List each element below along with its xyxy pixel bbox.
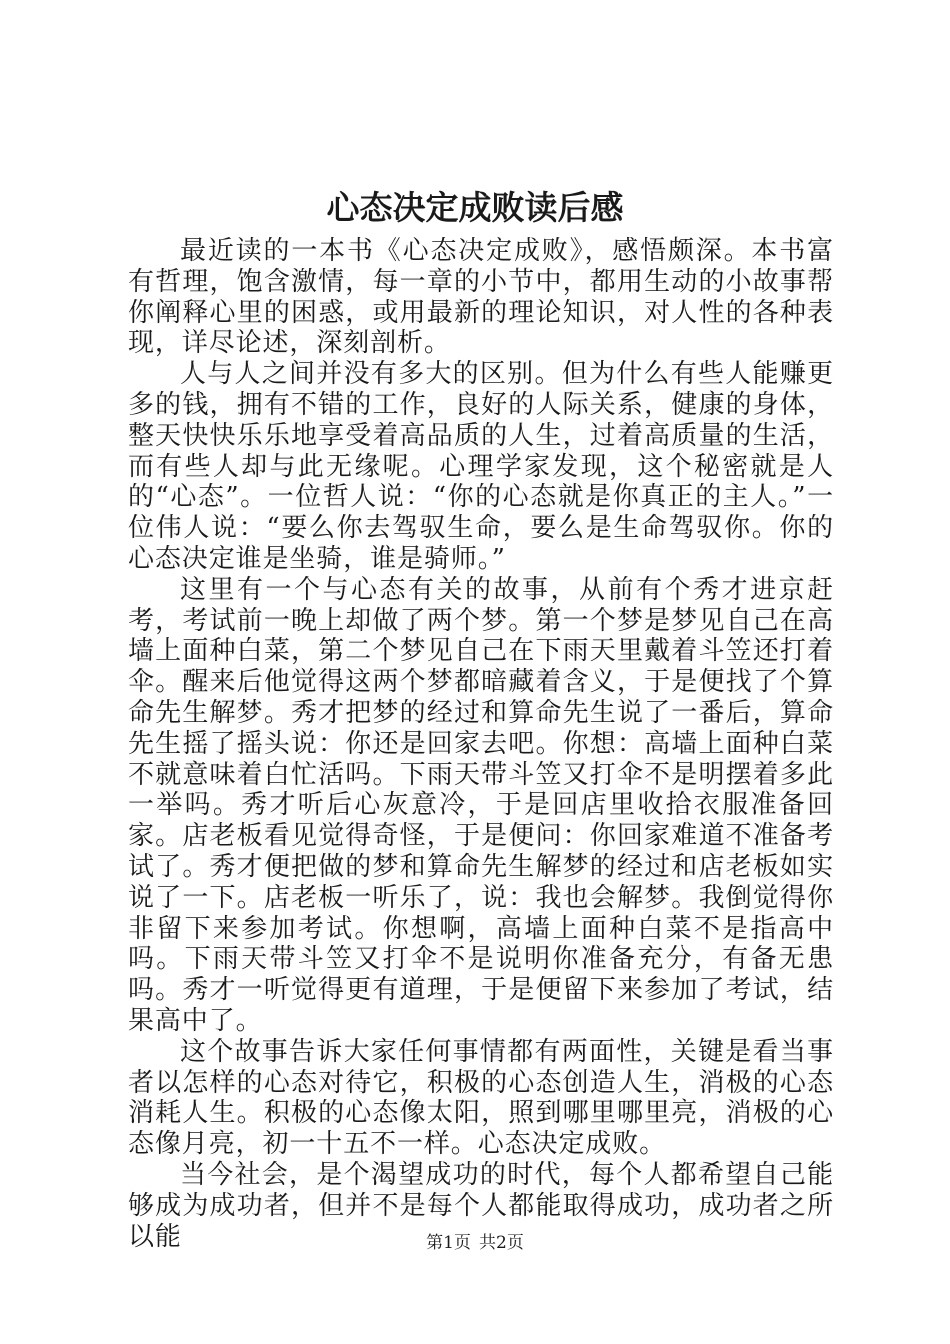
paragraph-1: 最近读的一本书《心态决定成败》，感悟颇深。本书富有哲理，饱含激情，每一章的小节中，都用生动的小故事帮你阐释心里的困惑，或用最新的理论知识，对人性的各种表现，详尽论述，深刻剖析。 bbox=[128, 236, 834, 359]
paragraph-2: 人与人之间并没有多大的区别。但为什么有些人能赚更多的钱，拥有不错的工作，良好的人际关系，健康的身体，整天快快乐乐地享受着高品质的人生，过着高质量的生活，而有些人却与此无缘呢。心理学家发现，这个秘密就是人的“心态”。一位哲人说：“你的心态就是你真正的主人。”一位伟人说：“要么你去驾驭生命，要么是生命驾驭你。你的心态决定谁是坐骑，谁是骑师。” bbox=[128, 359, 834, 574]
page-footer bbox=[0, 1232, 950, 1254]
paragraph-3: 这里有一个与心态有关的故事，从前有个秀才进京赶考，考试前一晚上却做了两个梦。第一个梦是梦见自己在高墙上面种白菜，第二个梦见自己在下雨天里戴着斗笠还打着伞。醒来后他觉得这两个梦都暗藏着含义，于是便找了个算命先生解梦。秀才把梦的经过和算命先生说了一番后，算命先生摇了摇头说：你还是回家去吧。你想：高墙上面种白菜不就意味着白忙活吗。下雨天带斗笠又打伞不是明摆着多此一举吗。秀才听后心灰意冷，于是回店里收拾衣服准备回家。店老板看见觉得奇怪，于是便问：你回家难道不准备考试了。秀才便把做的梦和算命先生解梦的经过和店老板如实说了一下。店老板一听乐了，说：我也会解梦。我倒觉得你非留下来参加考试。你想啊，高墙上面种白菜不是指高中吗。下雨天带斗笠又打伞不是说明你准备充分，有备无患吗。秀才一听觉得更有道理，于是便留下来参加了考试，结果高中了。 bbox=[128, 574, 834, 1036]
page-number-current: 第1页 bbox=[426, 1233, 471, 1253]
paragraph-5: 当今社会，是个渴望成功的时代，每个人都希望自己能够成为成功者，但并不是每个人都能取得成功，成功者之所以能 bbox=[128, 1159, 834, 1252]
paragraph-4: 这个故事告诉大家任何事情都有两面性，关键是看当事者以怎样的心态对待它，积极的心态创造人生，消极的心态消耗人生。积极的心态像太阳，照到哪里哪里亮，消极的心态像月亮，初一十五不一样。心态决定成败。 bbox=[128, 1036, 834, 1160]
document-body bbox=[128, 236, 834, 1252]
document-title: 心态决定成败读后感 bbox=[326, 188, 624, 227]
page-number-total: 共2页 bbox=[479, 1233, 524, 1253]
